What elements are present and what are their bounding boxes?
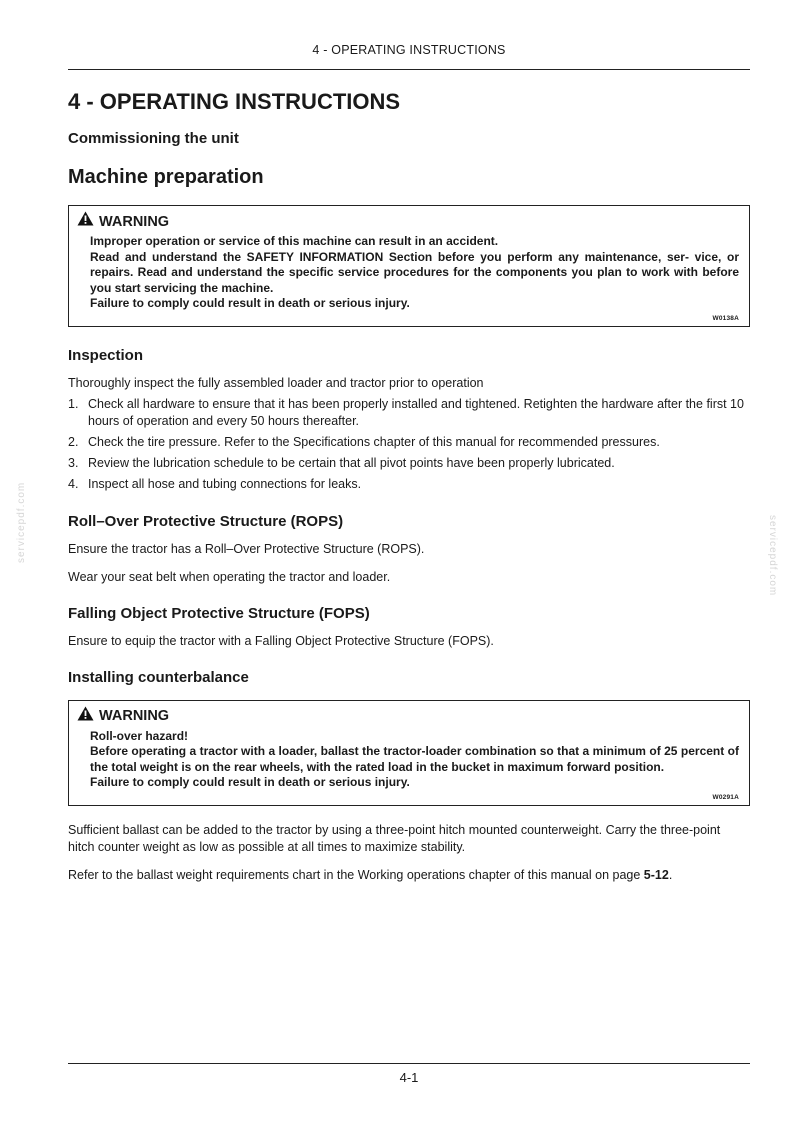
page-reference: 5-12 xyxy=(643,867,669,882)
list-item: 2. Check the tire pressure. Refer to the Specifications chapter of this manual for recommended pressures. xyxy=(68,434,660,449)
running-header: 4 - OPERATING INSTRUCTIONS xyxy=(312,43,506,57)
warning-line: Read and understand the SAFETY INFORMATION Section before you perform any maintenance, ser- vice, or repairs. Read and understand the specific service procedures for the components you plan to work with before you start servicing the machine. xyxy=(90,249,739,295)
list-item: 3. Review the lubrication schedule to be certain that all pivot points have been properly lubricated. xyxy=(68,455,615,470)
warning-line: Failure to comply could result in death or serious injury. xyxy=(90,775,410,789)
warning-line: Before operating a tractor with a loader, ballast the tractor-loader combination so that a minimum of 25 percent of the total weight is on the rear wheels, with the rated load in the bucket in maximum forward position. xyxy=(90,744,739,774)
header-rule xyxy=(68,69,750,70)
counterbalance-reference: Refer to the ballast weight requirements chart in the Working operations chapter of this manual on page 5-12. xyxy=(68,867,673,882)
footer-rule xyxy=(68,1063,750,1064)
counterbalance-heading: Installing counterbalance xyxy=(68,668,249,686)
warning-triangle-icon xyxy=(77,706,94,727)
rops-paragraph: Wear your seat belt when operating the tractor and loader. xyxy=(68,569,391,584)
fops-paragraph: Ensure to equip the tractor with a Falling Object Protective Structure (FOPS). xyxy=(68,633,494,648)
section-title: Machine preparation xyxy=(68,166,264,188)
fops-heading: Falling Object Protective Structure (FOPS) xyxy=(68,604,370,622)
list-item: 4. Inspect all hose and tubing connections for leaks. xyxy=(68,476,362,491)
warning-body xyxy=(77,729,739,791)
list-item: 1. Check all hardware to ensure that it has been properly installed and tightened. Retighten the hardware after the first 10 hours of operation and every 50 hours thereafter. xyxy=(68,396,744,428)
warning-box xyxy=(68,700,750,806)
page-number: 4-1 xyxy=(399,1070,419,1085)
warning-code: W0291A xyxy=(712,793,739,801)
inspection-heading: Inspection xyxy=(68,346,144,364)
watermark-right: servicepdf.com xyxy=(767,515,778,597)
warning-box xyxy=(68,205,750,327)
warning-header xyxy=(77,706,739,727)
warning-triangle-icon xyxy=(77,211,94,232)
rops-heading: Roll–Over Protective Structure (ROPS) xyxy=(68,512,344,530)
warning-code: W0138A xyxy=(712,314,739,322)
chapter-title: 4 - OPERATING INSTRUCTIONS xyxy=(68,89,401,114)
warning-label: WARNING xyxy=(99,708,170,724)
warning-body xyxy=(77,234,739,312)
warning-header xyxy=(77,211,739,232)
warning-line: Roll-over hazard! xyxy=(90,728,189,743)
rops-paragraph: Ensure the tractor has a Roll–Over Protective Structure (ROPS). xyxy=(68,541,425,556)
watermark-left: servicepdf.com xyxy=(16,481,27,563)
warning-line: Failure to comply could result in death or serious injury. xyxy=(90,296,410,310)
inspection-intro: Thoroughly inspect the fully assembled loader and tractor prior to operation xyxy=(68,375,484,390)
page-content xyxy=(68,88,750,884)
counterbalance-paragraph: Sufficient ballast can be added to the tractor by using a three-point hitch mounted counterweight. Carry the three-point hitch counter weight as low as possible at all times to maximize stability. xyxy=(68,822,721,854)
warning-label: WARNING xyxy=(99,213,170,230)
inspection-list xyxy=(68,396,750,493)
section-subtitle: Commissioning the unit xyxy=(68,130,239,147)
warning-line: Improper operation or service of this machine can result in an accident. xyxy=(90,234,499,248)
